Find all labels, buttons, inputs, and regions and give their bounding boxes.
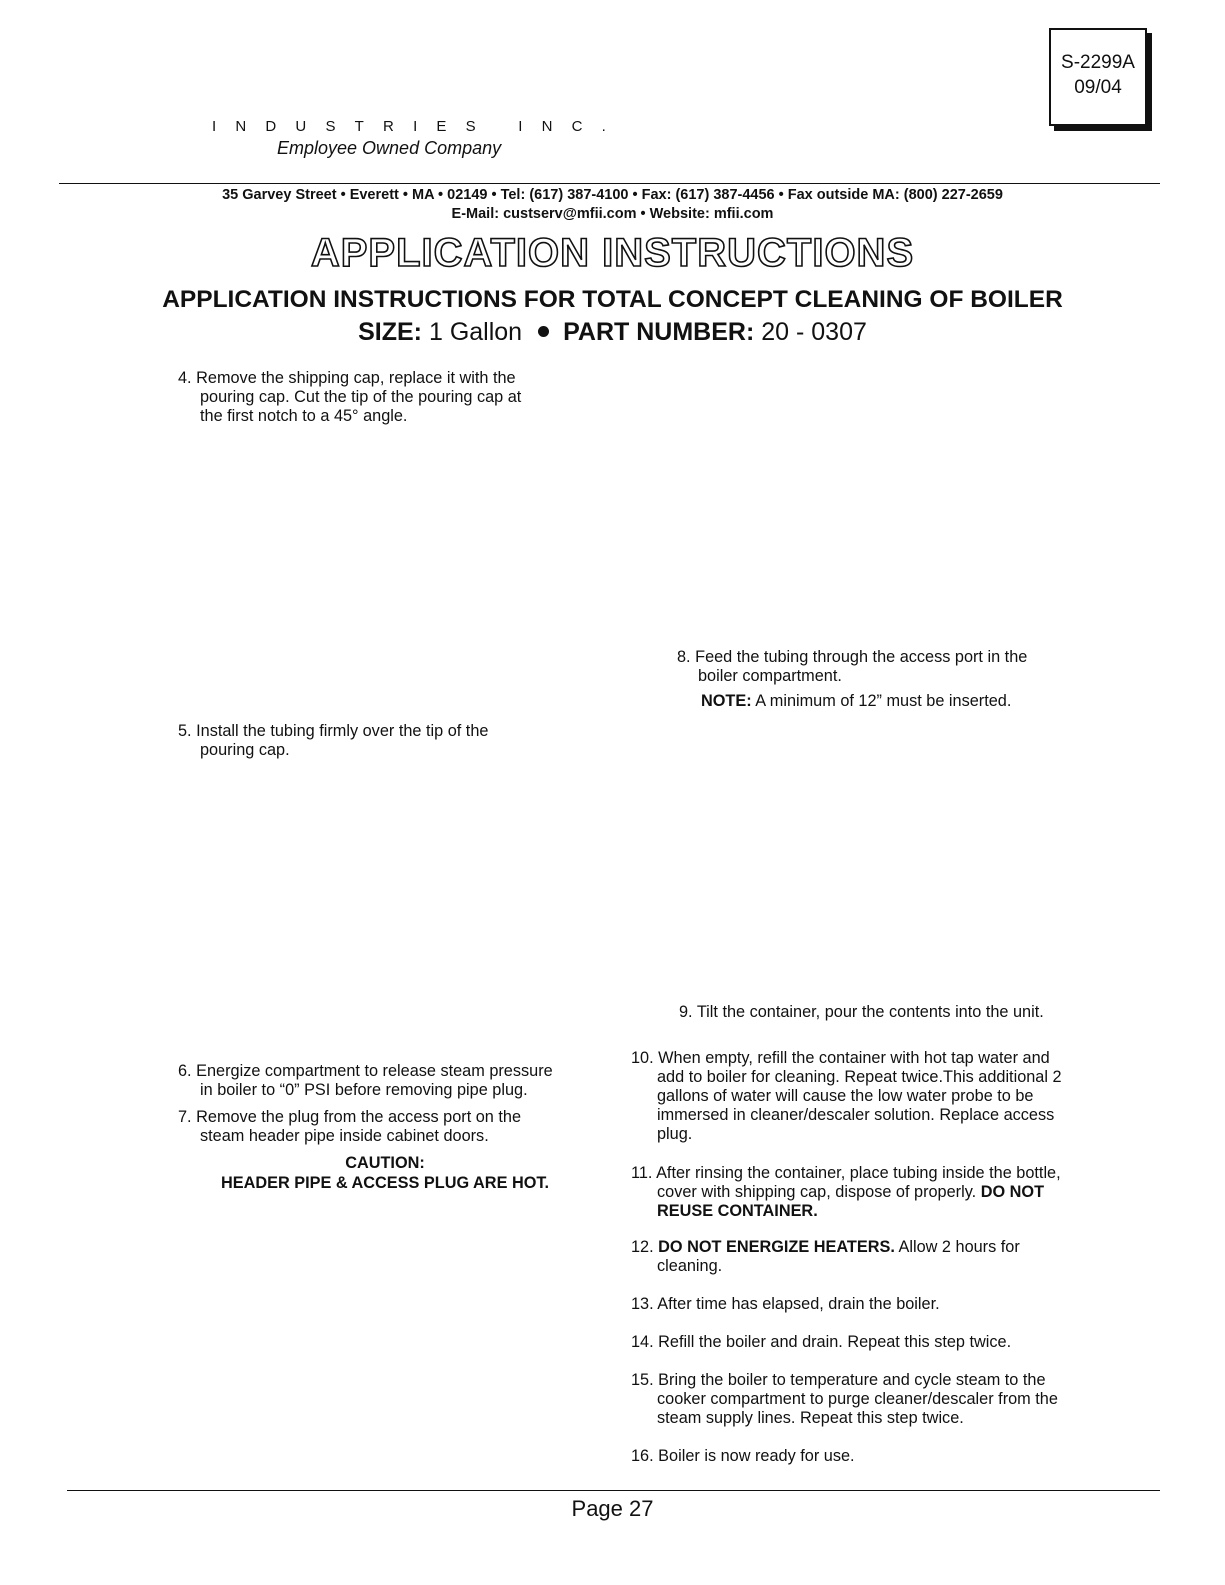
note-text: A minimum of 12” must be inserted. [751,692,1012,710]
step-14 [631,1333,1011,1352]
step-number: 11. [631,1164,653,1182]
step-number: 4. [178,369,192,387]
step-text-line: Bring the boiler to temperature and cycle steam to the [658,1371,1046,1389]
step-text-line: in boiler to “0” PSI before removing pipe plug. [200,1081,528,1099]
step-text-line [631,1183,1061,1202]
step-text-line: cleaning. [657,1257,723,1275]
step-text-line: Tilt the container, pour the contents into the unit. [696,1003,1044,1021]
banner-title: APPLICATION INSTRUCTIONS [310,231,915,275]
page-number: Page 27 [571,1496,654,1521]
step-text-line: pouring cap. [200,741,290,759]
step-number: 10. [631,1049,654,1067]
step-text-part: Allow 2 hours for [894,1238,1020,1256]
step-text-line: Energize compartment to release steam pressure [196,1062,553,1080]
step-text-line: gallons of water will cause the low water probe to be [657,1087,1034,1105]
step-number: 15. [631,1371,654,1389]
step-text-line: steam header pipe inside cabinet doors. [200,1127,489,1145]
step-number: 13. [631,1295,654,1313]
step-6 [178,1062,553,1100]
step-text-line: add to boiler for cleaning. Repeat twice.This additional 2 [657,1068,1062,1086]
document-number-box [1049,28,1147,126]
step-text-line: When empty, refill the container with hot tap water and [658,1049,1050,1067]
step-text-line: Refill the boiler and drain. Repeat this step twice. [658,1333,1012,1351]
step-number: 6. [178,1062,192,1080]
step-text-bold: DO NOT ENERGIZE HEATERS. [658,1238,895,1256]
step-number: 8. [677,648,691,666]
step-8 [677,648,1027,686]
company-name: INDUSTRIES INC. [212,118,626,135]
step-text-line: immersed in cleaner/descaler solution. Replace access [657,1106,1055,1124]
step-number: 12. [631,1238,654,1256]
document-date: 09/04 [1074,77,1122,98]
step-7 [178,1108,521,1146]
caution-label: CAUTION: [345,1154,425,1172]
page-heading: APPLICATION INSTRUCTIONS FOR TOTAL CONCEPT CLEANING OF BOILER [162,286,1063,313]
footer-divider [67,1490,1160,1491]
step-text-line: cooker compartment to purge cleaner/descaler from the [657,1390,1058,1408]
step-text-line: Remove the plug from the access port on the [196,1108,522,1126]
step-text-line: Boiler is now ready for use. [658,1447,855,1465]
note-label: NOTE: [701,692,752,710]
step-number: 5. [178,722,192,740]
contact-email-website: E-Mail: custserv@mfii.com • Website: mfii.com [451,206,774,222]
step-4 [178,369,521,426]
step-text-line: boiler compartment. [698,667,842,685]
step-text-line: the first notch to a 45° angle. [200,407,408,425]
step-9 [679,1003,1044,1022]
step-text-line: Install the tubing firmly over the tip of the [196,722,489,740]
size-value: 1 Gallon [428,318,523,346]
step-text-line: plug. [657,1125,693,1143]
step-5 [178,722,488,760]
step-number: 7. [178,1108,192,1126]
size-label: SIZE: [358,318,423,346]
step-12 [631,1238,1020,1276]
note [701,692,1011,711]
company-tagline: Employee Owned Company [277,138,502,158]
step-text-line: Feed the tubing through the access port in the [695,648,1028,666]
contact-address: 35 Garvey Street • Everett • MA • 02149 • Tel: (617) 387-4100 • Fax: (617) 387-4456 • Fax outside MA: (800) 227-2659 [222,187,1003,203]
step-text-bold: REUSE CONTAINER. [657,1202,818,1220]
caution-block [178,1153,592,1193]
part-number-value: 20 - 0307 [761,318,867,346]
header-divider [59,183,1160,184]
size-part-line [0,318,1225,347]
step-text-part: cover with shipping cap, dispose of properly. [657,1183,977,1201]
step-13 [631,1295,940,1314]
step-text-bold: DO NOT [976,1183,1045,1201]
document-number: S-2299A [1061,52,1135,73]
step-text-line: After rinsing the container, place tubing inside the bottle, [656,1164,1061,1182]
step-text-line: pouring cap. Cut the tip of the pouring cap at [200,388,522,406]
step-number: 16. [631,1447,654,1465]
caution-text: HEADER PIPE & ACCESS PLUG ARE HOT. [220,1174,550,1192]
step-10 [631,1049,1062,1144]
bullet-icon [538,326,549,337]
step-16 [631,1447,855,1466]
step-number: 14. [631,1333,654,1351]
step-text-line: After time has elapsed, drain the boiler. [657,1295,940,1313]
step-11 [631,1164,1061,1221]
step-number: 9. [679,1003,693,1021]
step-15 [631,1371,1058,1428]
step-text-line: steam supply lines. Repeat this step twice. [657,1409,964,1427]
part-number-label: PART NUMBER: [563,318,755,346]
step-text-line: Remove the shipping cap, replace it with the [196,369,516,387]
